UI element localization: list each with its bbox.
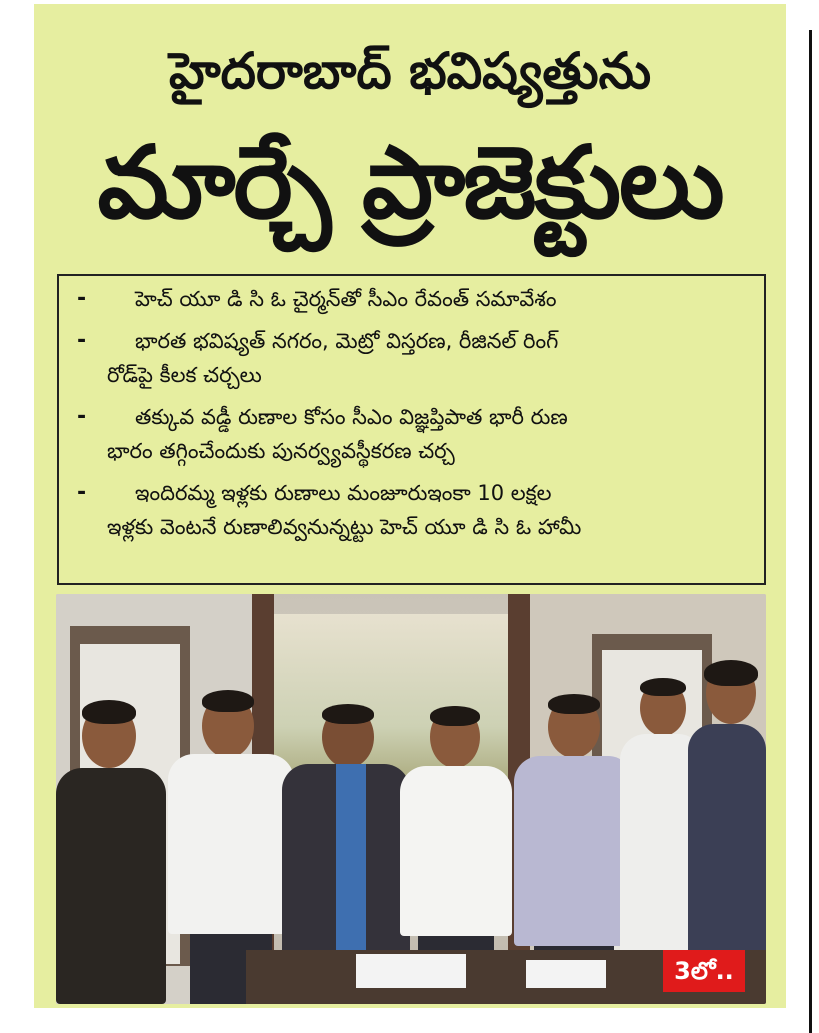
summary-point bbox=[77, 324, 746, 392]
point-text-line1: తక్కువ వడ్డీ రుణాల కోసం సీఎం విజ్ఞప్తిపాత భారీ రుణ bbox=[135, 405, 568, 429]
summary-point bbox=[77, 476, 746, 544]
bullet-dash: - bbox=[77, 480, 87, 505]
bullet-dash: - bbox=[77, 404, 87, 429]
person-figure bbox=[56, 698, 166, 1004]
summary-box bbox=[57, 274, 766, 585]
continued-page-badge[interactable]: 3లో.. bbox=[663, 950, 745, 992]
point-text-line1: ఇందిరమ్మ ఇళ్లకు రుణాలు మంజూరుఇంకా 10 లక్షల bbox=[135, 481, 552, 505]
news-photo bbox=[56, 594, 766, 1004]
point-text-line2: భారం తగ్గించేందుకు పునర్వ్యవస్థీకరణ చర్చ bbox=[107, 439, 455, 463]
column-rule bbox=[809, 30, 812, 1033]
headline-line2: మార్చే ప్రాజెక్టులు bbox=[97, 124, 723, 241]
headline-line1: హైదరాబాద్ భవిష్యత్తును bbox=[168, 42, 651, 100]
summary-point bbox=[77, 282, 746, 316]
point-text-line1: భారత భవిష్యత్ నగరం, మెట్రో విస్తరణ, రీజినల్ రింగ్ bbox=[135, 329, 559, 353]
summary-point bbox=[77, 400, 746, 468]
point-text-line2: రోడ్‌పై కీలక చర్చలు bbox=[107, 363, 262, 387]
point-text-line1: హెచ్ యూ డి సి ఓ చైర్మన్‌తో సీఎం రేవంత్ సమావేశం bbox=[135, 287, 557, 311]
bullet-dash: - bbox=[77, 328, 87, 353]
bullet-dash: - bbox=[77, 286, 87, 311]
point-text-line2: ఇళ్లకు వెంటనే రుణాలివ్వనున్నట్టు హెచ్ యూ డి సి ఓ హామీ bbox=[107, 515, 582, 539]
